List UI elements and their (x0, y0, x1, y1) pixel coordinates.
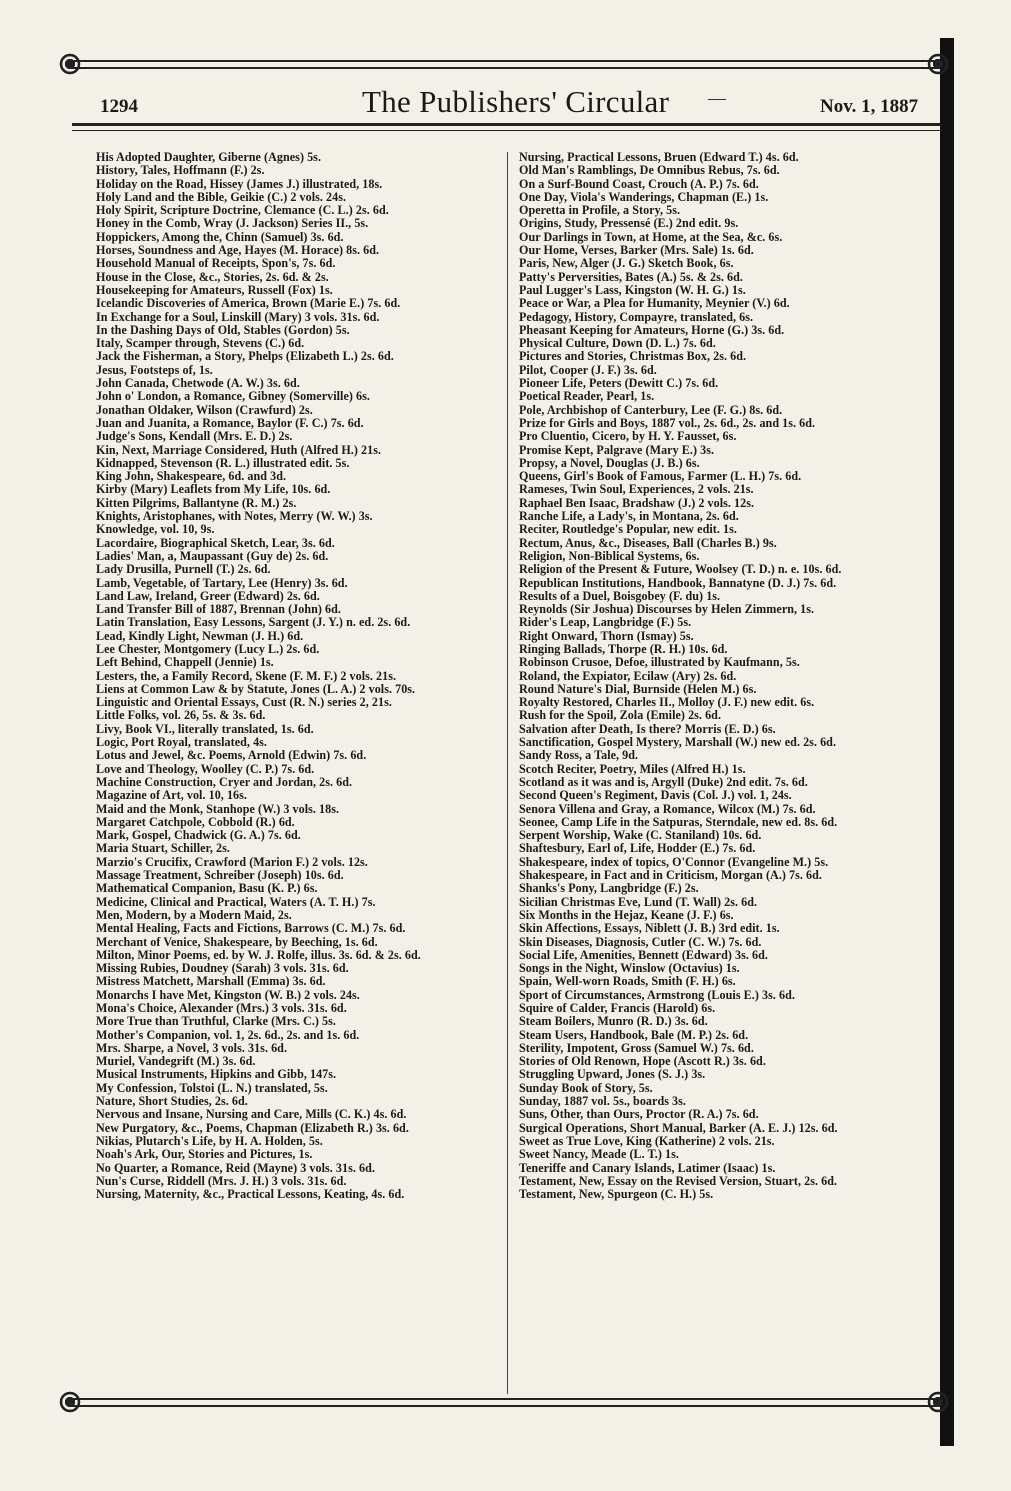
catalogue-entry: Ranche Life, a Lady's, in Montana, 2s. 6d. (519, 510, 739, 524)
column-divider (507, 152, 508, 1394)
catalogue-entry: Songs in the Night, Winslow (Octavius) 1s. (519, 962, 740, 976)
header-tick-mark: — (708, 88, 726, 108)
catalogue-entry: New Purgatory, &c., Poems, Chapman (Elizabeth R.) 3s. 6d. (96, 1121, 409, 1135)
catalogue-entry: Machine Construction, Cryer and Jordan, 2s. 6d. (96, 775, 353, 789)
catalogue-entry: Second Queen's Regiment, Davis (Col. J.) vol. 1, 24s. (519, 789, 792, 803)
catalogue-entry: Reciter, Routledge's Popular, new edit. 1s. (519, 523, 737, 537)
catalogue-entry: Six Months in the Hejaz, Keane (J. F.) 6s. (519, 908, 734, 922)
catalogue-entry: Mother's Companion, vol. 1, 2s. 6d., 2s. and 1s. 6d. (96, 1028, 360, 1042)
catalogue-entry: Pictures and Stories, Christmas Box, 2s. 6d. (519, 350, 747, 364)
catalogue-entry: Land Transfer Bill of 1887, Brennan (John) 6d. (96, 603, 342, 617)
page-edge-bar (940, 38, 954, 1446)
catalogue-entry: Mrs. Sharpe, a Novel, 3 vols. 31s. 6d. (96, 1041, 288, 1055)
catalogue-entry: Honey in the Comb, Wray (J. Jackson) Series II., 5s. (96, 217, 369, 231)
catalogue-entry: Kidnapped, Stevenson (R. L.) illustrated edit. 5s. (96, 456, 350, 470)
catalogue-entry: King John, Shakespeare, 6d. and 3d. (96, 470, 287, 484)
catalogue-entry: Jesus, Footsteps of, 1s. (96, 363, 213, 377)
catalogue-entry: Love and Theology, Woolley (C. P.) 7s. 6d. (96, 762, 315, 776)
issue-date: Nov. 1, 1887 (820, 96, 919, 117)
catalogue-entry: Sterility, Impotent, Gross (Samuel W.) 7s. 6d. (519, 1041, 754, 1055)
catalogue-entry: Nervous and Insane, Nursing and Care, Mills (C. K.) 4s. 6d. (96, 1108, 407, 1122)
right-ornament-icon (926, 52, 950, 76)
catalogue-entry: Our Darlings in Town, at Home, at the Sea, &c. 6s. (519, 230, 783, 244)
catalogue-entry: Propsy, a Novel, Douglas (J. B.) 6s. (519, 456, 700, 470)
catalogue-entry: Icelandic Discoveries of America, Brown (Marie E.) 7s. 6d. (96, 297, 401, 311)
catalogue-entry: Lady Drusilla, Purnell (T.) 2s. 6d. (96, 563, 271, 577)
catalogue-entry: History, Tales, Hoffmann (F.) 2s. (96, 164, 265, 178)
catalogue-entry: Right Onward, Thorn (Ismay) 5s. (519, 629, 694, 643)
catalogue-entry: Peace or War, a Plea for Humanity, Meynier (V.) 6d. (519, 297, 790, 311)
catalogue-entry: His Adopted Daughter, Giberne (Agnes) 5s. (96, 151, 322, 164)
catalogue-entry: Stories of Old Renown, Hope (Ascott R.) 3s. 6d. (519, 1055, 766, 1069)
catalogue-entry: Rameses, Twin Soul, Experiences, 2 vols. 21s. (519, 483, 754, 497)
catalogue-entry: Nature, Short Studies, 2s. 6d. (96, 1095, 248, 1109)
catalogue-entry: Queens, Girl's Book of Famous, Farmer (L. H.) 7s. 6d. (519, 470, 802, 484)
catalogue-entry: Medicine, Clinical and Practical, Waters (A. T. H.) 7s. (96, 895, 376, 909)
catalogue-entry: My Confession, Tolstoi (L. N.) translated, 5s. (96, 1081, 328, 1095)
page-header (100, 82, 950, 122)
catalogue-entry: Maid and the Monk, Stanhope (W.) 3 vols. 18s. (96, 802, 340, 816)
catalogue-entry: Mona's Choice, Alexander (Mrs.) 3 vols. 31s. 6d. (96, 1002, 347, 1015)
catalogue-entry: Surgical Operations, Short Manual, Barker (A. E. J.) 12s. 6d. (519, 1121, 838, 1135)
catalogue-entry: Struggling Upward, Jones (S. J.) 3s. (519, 1068, 706, 1082)
catalogue-entry: Steam Boilers, Munro (R. D.) 3s. 6d. (519, 1015, 708, 1029)
catalogue-entry: Mathematical Companion, Basu (K. P.) 6s. (96, 882, 318, 896)
catalogue-entry: Republican Institutions, Handbook, Bannatyne (D. J.) 7s. 6d. (519, 576, 837, 590)
left-ornament-icon (58, 52, 82, 76)
catalogue-entry: Massage Treatment, Schreiber (Joseph) 10s. 6d. (96, 869, 344, 883)
catalogue-entry: Musical Instruments, Hipkins and Gibb, 147s. (96, 1068, 337, 1082)
catalogue-entry: Sanctification, Gospel Mystery, Marshall (W.) new ed. 2s. 6d. (519, 736, 837, 750)
catalogue-entry: Skin Affections, Essays, Niblett (J. B.) 3rd edit. 1s. (519, 922, 780, 936)
catalogue-entry: Lesters, the, a Family Record, Skene (F. M. F.) 2 vols. 21s. (96, 669, 397, 683)
catalogue-entry: Skin Diseases, Diagnosis, Cutler (C. W.) 7s. 6d. (519, 935, 762, 949)
catalogue-entry: Rush for the Spoil, Zola (Emile) 2s. 6d. (519, 709, 722, 723)
catalogue-entry: Kitten Pilgrims, Ballantyne (R. M.) 2s. (96, 496, 297, 510)
catalogue-entry: Hoppickers, Among the, Chinn (Samuel) 3s. 6d. (96, 230, 344, 244)
catalogue-entry: Italy, Scamper through, Stevens (C.) 6d. (96, 337, 305, 351)
catalogue-entry: Nun's Curse, Riddell (Mrs. J. H.) 3 vols. 31s. 6d. (96, 1174, 347, 1188)
catalogue-entry: John o' London, a Romance, Gibney (Somerville) 6s. (96, 390, 370, 404)
catalogue-entry: Holy Spirit, Scripture Doctrine, Clemance (C. L.) 2s. 6d. (96, 204, 389, 218)
catalogue-entry: Shakespeare, index of topics, O'Connor (Evangeline M.) 5s. (519, 855, 829, 869)
catalogue-entry: Royalty Restored, Charles II., Molloy (J. F.) new edit. 6s. (519, 696, 815, 710)
header-rule (72, 123, 940, 131)
catalogue-entry: Judge's Sons, Kendall (Mrs. E. D.) 2s. (96, 430, 293, 444)
catalogue-entry: Lotus and Jewel, &c. Poems, Arnold (Edwin) 7s. 6d. (96, 749, 367, 763)
right-column (519, 151, 939, 1201)
catalogue-entry: Pedagogy, History, Compayre, translated, 6s. (519, 310, 754, 324)
catalogue-entry: Serpent Worship, Wake (C. Staniland) 10s. 6d. (519, 829, 762, 843)
catalogue-entry: Monarchs I have Met, Kingston (W. B.) 2 vols. 24s. (96, 988, 360, 1002)
catalogue-entry: Religion, Non-Biblical Systems, 6s. (519, 549, 700, 563)
journal-title: The Publishers' Circular (362, 84, 670, 119)
catalogue-entry: Raphael Ben Isaac, Bradshaw (J.) 2 vols. 12s. (519, 496, 755, 510)
catalogue-entry: On a Surf-Bound Coast, Crouch (A. P.) 7s. 6d. (519, 177, 759, 191)
bottom-right-ornament-icon (926, 1390, 950, 1414)
catalogue-entry: Scotch Reciter, Poetry, Miles (Alfred H.) 1s. (519, 762, 746, 776)
catalogue-entry: Poetical Reader, Pearl, 1s. (519, 390, 655, 404)
catalogue-entry: Muriel, Vandegrift (M.) 3s. 6d. (96, 1055, 256, 1069)
catalogue-entry: Milton, Minor Poems, ed. by W. J. Rolfe, illus. 3s. 6d. & 2s. 6d. (96, 948, 421, 962)
catalogue-entry: Maria Stuart, Schiller, 2s. (96, 842, 230, 856)
bottom-left-ornament-icon (58, 1390, 82, 1414)
catalogue-entry: Sweet Nancy, Meade (L. T.) 1s. (519, 1148, 679, 1162)
catalogue-entry: Pioneer Life, Peters (Dewitt C.) 7s. 6d. (519, 377, 719, 391)
catalogue-entry: One Day, Viola's Wanderings, Chapman (E.) 1s. (519, 190, 769, 204)
catalogue-entry: Sandy Ross, a Tale, 9d. (519, 749, 639, 763)
catalogue-entry: Teneriffe and Canary Islands, Latimer (Isaac) 1s. (519, 1161, 776, 1175)
catalogue-entry: Latin Translation, Easy Lessons, Sargent (J. Y.) n. ed. 2s. 6d. (96, 616, 411, 630)
catalogue-entry: Merchant of Venice, Shakespeare, by Beeching, 1s. 6d. (96, 935, 378, 949)
catalogue-entry: Paul Lugger's Lass, Kingston (W. H. G.) 1s. (519, 283, 746, 297)
catalogue-entry: Origins, Study, Pressensé (E.) 2nd edit. 9s. (519, 217, 739, 231)
catalogue-entry: Reynolds (Sir Joshua) Discourses by Helen Zimmern, 1s. (519, 603, 815, 617)
catalogue-entry: Livy, Book VI., literally translated, 1s. 6d. (96, 722, 314, 736)
catalogue-entry: Patty's Perversities, Bates (A.) 5s. & 2s. 6d. (519, 270, 743, 284)
catalogue-entry: Magazine of Art, vol. 10, 16s. (96, 789, 247, 803)
catalogue-entry: Linguistic and Oriental Essays, Cust (R. N.) series 2, 21s. (96, 696, 392, 710)
catalogue-entry: Physical Culture, Down (D. L.) 7s. 6d. (519, 337, 716, 351)
catalogue-entry: Lamb, Vegetable, of Tartary, Lee (Henry) 3s. 6d. (96, 576, 348, 590)
catalogue-entry: Rectum, Anus, &c., Diseases, Ball (Charles B.) 9s. (519, 536, 777, 550)
catalogue-entry: Pole, Archbishop of Canterbury, Lee (F. G.) 8s. 6d. (519, 403, 783, 417)
catalogue-entry: Noah's Ark, Our, Stories and Pictures, 1s. (96, 1148, 313, 1162)
catalogue-entry: Scotland as it was and is, Argyll (Duke) 2nd edit. 7s. 6d. (519, 775, 808, 789)
catalogue-entry: Sunday, 1887 vol. 5s., boards 3s. (519, 1095, 686, 1109)
left-column (96, 151, 504, 1201)
catalogue-entry: Liens at Common Law & by Statute, Jones (L. A.) 2 vols. 70s. (96, 682, 416, 696)
catalogue-entry: Kirby (Mary) Leaflets from My Life, 10s. 6d. (96, 483, 331, 497)
catalogue-entry: Lacordaire, Biographical Sketch, Lear, 3s. 6d. (96, 536, 335, 550)
catalogue-entry: Pheasant Keeping for Amateurs, Horne (G.) 3s. 6d. (519, 323, 785, 337)
catalogue-entry: Sunday Book of Story, 5s. (519, 1081, 653, 1095)
catalogue-entry: Knights, Aristophanes, with Notes, Merry (W. W.) 3s. (96, 510, 373, 524)
catalogue-entry: Land Law, Ireland, Greer (Edward) 2s. 6d. (96, 589, 320, 603)
catalogue-entry: Knowledge, vol. 10, 9s. (96, 523, 215, 537)
catalogue-entry: Holiday on the Road, Hissey (James J.) illustrated, 18s. (96, 177, 383, 191)
catalogue-entry: Shanks's Pony, Langbridge (F.) 2s. (519, 882, 699, 896)
catalogue-entry: Rider's Leap, Langbridge (F.) 5s. (519, 616, 692, 630)
catalogue-entry: Mark, Gospel, Chadwick (G. A.) 7s. 6d. (96, 829, 301, 843)
catalogue-entry: Little Folks, vol. 26, 5s. & 3s. 6d. (96, 709, 266, 723)
catalogue-entry: Horses, Soundness and Age, Hayes (M. Horace) 8s. 6d. (96, 244, 380, 258)
catalogue-entry: Round Nature's Dial, Burnside (Helen M.) 6s. (519, 682, 757, 696)
catalogue-entry: Margaret Catchpole, Cobbold (R.) 6d. (96, 815, 295, 829)
catalogue-entry: Shakespeare, in Fact and in Criticism, Morgan (A.) 7s. 6d. (519, 869, 823, 883)
catalogue-entry: Marzio's Crucifix, Crawford (Marion F.) 2 vols. 12s. (96, 855, 368, 869)
top-ornamental-rule (72, 60, 940, 69)
catalogue-entry: Nursing, Practical Lessons, Bruen (Edward T.) 4s. 6d. (519, 151, 799, 164)
catalogue-entry: Squire of Calder, Francis (Harold) 6s. (519, 1002, 716, 1015)
catalogue-entry: Promise Kept, Palgrave (Mary E.) 3s. (519, 443, 715, 457)
catalogue-entry: Left Behind, Chappell (Jennie) 1s. (96, 656, 274, 670)
catalogue-entry: Sweet as True Love, King (Katherine) 2 vols. 21s. (519, 1134, 775, 1148)
catalogue-entry: Old Man's Ramblings, De Omnibus Rebus, 7s. 6d. (519, 164, 780, 178)
catalogue-entry: Sport of Circumstances, Armstrong (Louis E.) 3s. 6d. (519, 988, 795, 1002)
catalogue-entry: Lead, Kindly Light, Newman (J. H.) 6d. (96, 629, 304, 643)
catalogue-entry: Salvation after Death, Is there? Morris (E. D.) 6s. (519, 722, 776, 736)
catalogue-entry: Robinson Crusoe, Defoe, illustrated by Kaufmann, 5s. (519, 656, 800, 670)
catalogue-entry: More True than Truthful, Clarke (Mrs. C.) 5s. (96, 1015, 336, 1029)
catalogue-entry: Our Home, Verses, Barker (Mrs. Sale) 1s. 6d. (519, 244, 754, 258)
catalogue-entry: Jonathan Oldaker, Wilson (Crawfurd) 2s. (96, 403, 313, 417)
catalogue-entry: Logic, Port Royal, translated, 4s. (96, 736, 267, 750)
catalogue-entry: Spain, Well-worn Roads, Smith (F. H.) 6s. (519, 975, 736, 989)
catalogue-entry: No Quarter, a Romance, Reid (Mayne) 3 vols. 31s. 6d. (96, 1161, 375, 1175)
catalogue-entry: Pro Cluentio, Cicero, by H. Y. Fausset, 6s. (519, 430, 737, 444)
catalogue-entry: Shaftesbury, Earl of, Life, Hodder (E.) 7s. 6d. (519, 842, 756, 856)
bottom-ornamental-rule (72, 1398, 940, 1407)
catalogue-entry: Paris, New, Alger (J. G.) Sketch Book, 6s. (519, 257, 734, 271)
catalogue-entry: House in the Close, &c., Stories, 2s. 6d. & 2s. (96, 270, 329, 284)
catalogue-entry: Lee Chester, Montgomery (Lucy L.) 2s. 6d. (96, 642, 320, 656)
catalogue-entry: Nursing, Maternity, &c., Practical Lessons, Keating, 4s. 6d. (96, 1188, 405, 1202)
catalogue-entry: Mistress Matchett, Marshall (Emma) 3s. 6d. (96, 975, 326, 989)
catalogue-entry: Holy Land and the Bible, Geikie (C.) 2 vols. 24s. (96, 190, 347, 204)
catalogue-entry: Prize for Girls and Boys, 1887 vol., 2s. 6d., 2s. and 1s. 6d. (519, 416, 816, 430)
catalogue-entry: Men, Modern, by a Modern Maid, 2s. (96, 908, 292, 922)
catalogue-entry: Household Manual of Receipts, Spon's, 7s. 6d. (96, 257, 336, 271)
catalogue-entry: Religion of the Present & Future, Woolsey (T. D.) n. e. 10s. 6d. (519, 563, 842, 577)
catalogue-entry: Testament, New, Spurgeon (C. H.) 5s. (519, 1188, 714, 1202)
catalogue-entry: Seonee, Camp Life in the Satpuras, Sterndale, new ed. 8s. 6d. (519, 815, 838, 829)
catalogue-entry: Kin, Next, Marriage Considered, Huth (Alfred H.) 21s. (96, 443, 382, 457)
catalogue-entry: Jack the Fisherman, a Story, Phelps (Elizabeth L.) 2s. 6d. (96, 350, 394, 364)
catalogue-entry: Juan and Juanita, a Romance, Baylor (F. C.) 7s. 6d. (96, 416, 364, 430)
catalogue-entry: Roland, the Expiator, Ecilaw (Ary) 2s. 6d. (519, 669, 737, 683)
catalogue-entry: Housekeeping for Amateurs, Russell (Fox) 1s. (96, 283, 333, 297)
catalogue-entry: In Exchange for a Soul, Linskill (Mary) 3 vols. 31s. 6d. (96, 310, 380, 324)
catalogue-entry: In the Dashing Days of Old, Stables (Gordon) 5s. (96, 323, 350, 337)
catalogue-entry: John Canada, Chetwode (A. W.) 3s. 6d. (96, 377, 300, 391)
catalogue-entry: Social Life, Amenities, Bennett (Edward) 3s. 6d. (519, 948, 768, 962)
catalogue-entry: Ringing Ballads, Thorpe (R. H.) 10s. 6d. (519, 642, 728, 656)
catalogue-entry: Results of a Duel, Boisgobey (F. du) 1s. (519, 589, 721, 603)
catalogue-entry: Operetta in Profile, a Story, 5s. (519, 204, 681, 218)
catalogue-entry: Mental Healing, Facts and Fictions, Barrows (C. M.) 7s. 6d. (96, 922, 406, 936)
catalogue-entry: Missing Rubies, Doudney (Sarah) 3 vols. 31s. 6d. (96, 962, 349, 976)
catalogue-entry: Ladies' Man, a, Maupassant (Guy de) 2s. 6d. (96, 549, 329, 563)
catalogue-entry: Senora Villena and Gray, a Romance, Wilcox (M.) 7s. 6d. (519, 802, 816, 816)
catalogue-entry: Pilot, Cooper (J. F.) 3s. 6d. (519, 363, 657, 377)
catalogue-entry: Steam Users, Handbook, Bale (M. P.) 2s. 6d. (519, 1028, 749, 1042)
catalogue-entry: Nikias, Plutarch's Life, by H. A. Holden, 5s. (96, 1134, 323, 1148)
catalogue-entry: Suns, Other, than Ours, Proctor (R. A.) 7s. 6d. (519, 1108, 759, 1122)
page-number: 1294 (100, 96, 138, 117)
catalogue-entry: Testament, New, Essay on the Revised Version, Stuart, 2s. 6d. (519, 1174, 838, 1188)
catalogue-entry: Sicilian Christmas Eve, Lund (T. Wall) 2s. 6d. (519, 895, 758, 909)
